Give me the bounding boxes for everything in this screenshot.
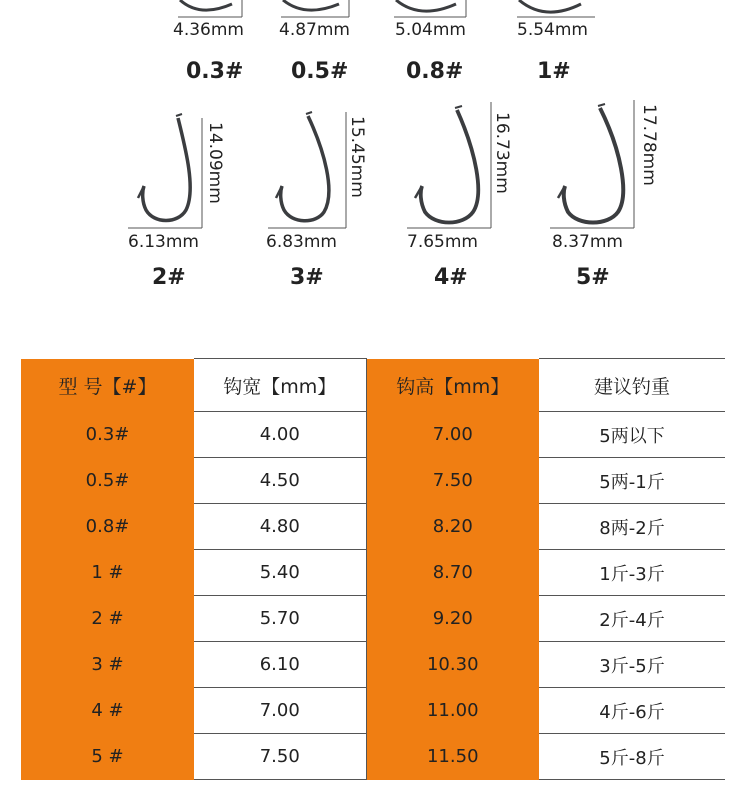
hook-height-5: 17.78mm xyxy=(639,104,659,186)
size-label-1: 1# xyxy=(537,59,571,84)
cell-model: 1 # xyxy=(21,550,194,596)
cell-model: 3 # xyxy=(21,642,194,688)
cell-height: 9.20 xyxy=(366,596,539,642)
cell-width: 5.40 xyxy=(194,550,366,596)
size-label-0-8: 0.8# xyxy=(406,59,464,84)
cell-weight: 5斤-8斤 xyxy=(539,734,725,780)
cell-height: 7.50 xyxy=(366,458,539,504)
hook-width-5: 8.37mm xyxy=(552,232,623,252)
size-label-0-3: 0.3# xyxy=(186,59,244,84)
hook-width-0-8: 5.04mm xyxy=(395,20,466,40)
size-label-4: 4# xyxy=(434,265,468,290)
cell-width: 4.50 xyxy=(194,458,366,504)
hook-height-4: 16.73mm xyxy=(492,112,512,194)
cell-model: 5 # xyxy=(21,734,194,780)
cell-model: 2 # xyxy=(21,596,194,642)
cell-weight: 8两-2斤 xyxy=(539,504,725,550)
cell-model: 0.5# xyxy=(21,458,194,504)
table-header-row xyxy=(21,359,725,412)
table-row xyxy=(21,412,725,458)
hook-figure-0-5 xyxy=(275,0,365,20)
hook-icon xyxy=(390,0,480,20)
cell-model: 0.8# xyxy=(21,504,194,550)
cell-height: 11.00 xyxy=(366,688,539,734)
cell-width: 7.50 xyxy=(194,734,366,780)
table-row xyxy=(21,458,725,504)
cell-model: 0.3# xyxy=(21,412,194,458)
hook-height-2: 14.09mm xyxy=(205,122,225,204)
cell-height: 8.20 xyxy=(366,504,539,550)
hook-spec-table xyxy=(21,358,725,780)
cell-model: 4 # xyxy=(21,688,194,734)
hook-figure-1 xyxy=(515,0,605,20)
hook-icon xyxy=(275,0,365,20)
hook-width-2: 6.13mm xyxy=(128,232,199,252)
hook-figure-0-3 xyxy=(170,0,260,20)
header-width: 钩宽【mm】 xyxy=(194,359,366,412)
cell-height: 7.00 xyxy=(366,412,539,458)
header-height: 钩高【mm】 xyxy=(366,359,539,412)
cell-weight: 2斤-4斤 xyxy=(539,596,725,642)
hook-height-3: 15.45mm xyxy=(347,116,367,198)
table-row xyxy=(21,642,725,688)
hook-figure-0-8 xyxy=(390,0,480,20)
cell-width: 4.80 xyxy=(194,504,366,550)
cell-weight: 4斤-6斤 xyxy=(539,688,725,734)
cell-width: 6.10 xyxy=(194,642,366,688)
cell-weight: 1斤-3斤 xyxy=(539,550,725,596)
size-label-2: 2# xyxy=(152,265,186,290)
cell-weight: 5两-1斤 xyxy=(539,458,725,504)
header-weight: 建议钓重 xyxy=(539,359,725,412)
hook-width-0-5: 4.87mm xyxy=(279,20,350,40)
cell-width: 5.70 xyxy=(194,596,366,642)
hook-icon xyxy=(170,0,260,20)
cell-width: 4.00 xyxy=(194,412,366,458)
table-row xyxy=(21,688,725,734)
header-model: 型 号【#】 xyxy=(21,359,194,412)
hook-width-1: 5.54mm xyxy=(517,20,588,40)
size-label-5: 5# xyxy=(576,265,610,290)
table-row xyxy=(21,550,725,596)
cell-height: 10.30 xyxy=(366,642,539,688)
table-row xyxy=(21,596,725,642)
hook-icon xyxy=(515,0,605,20)
hook-width-0-3: 4.36mm xyxy=(173,20,244,40)
table-row xyxy=(21,504,725,550)
cell-height: 8.70 xyxy=(366,550,539,596)
cell-width: 7.00 xyxy=(194,688,366,734)
cell-weight: 3斤-5斤 xyxy=(539,642,725,688)
size-label-3: 3# xyxy=(290,265,324,290)
cell-height: 11.50 xyxy=(366,734,539,780)
size-label-0-5: 0.5# xyxy=(291,59,349,84)
cell-weight: 5两以下 xyxy=(539,412,725,458)
hook-width-4: 7.65mm xyxy=(407,232,478,252)
table-row xyxy=(21,734,725,780)
hook-width-3: 6.83mm xyxy=(266,232,337,252)
